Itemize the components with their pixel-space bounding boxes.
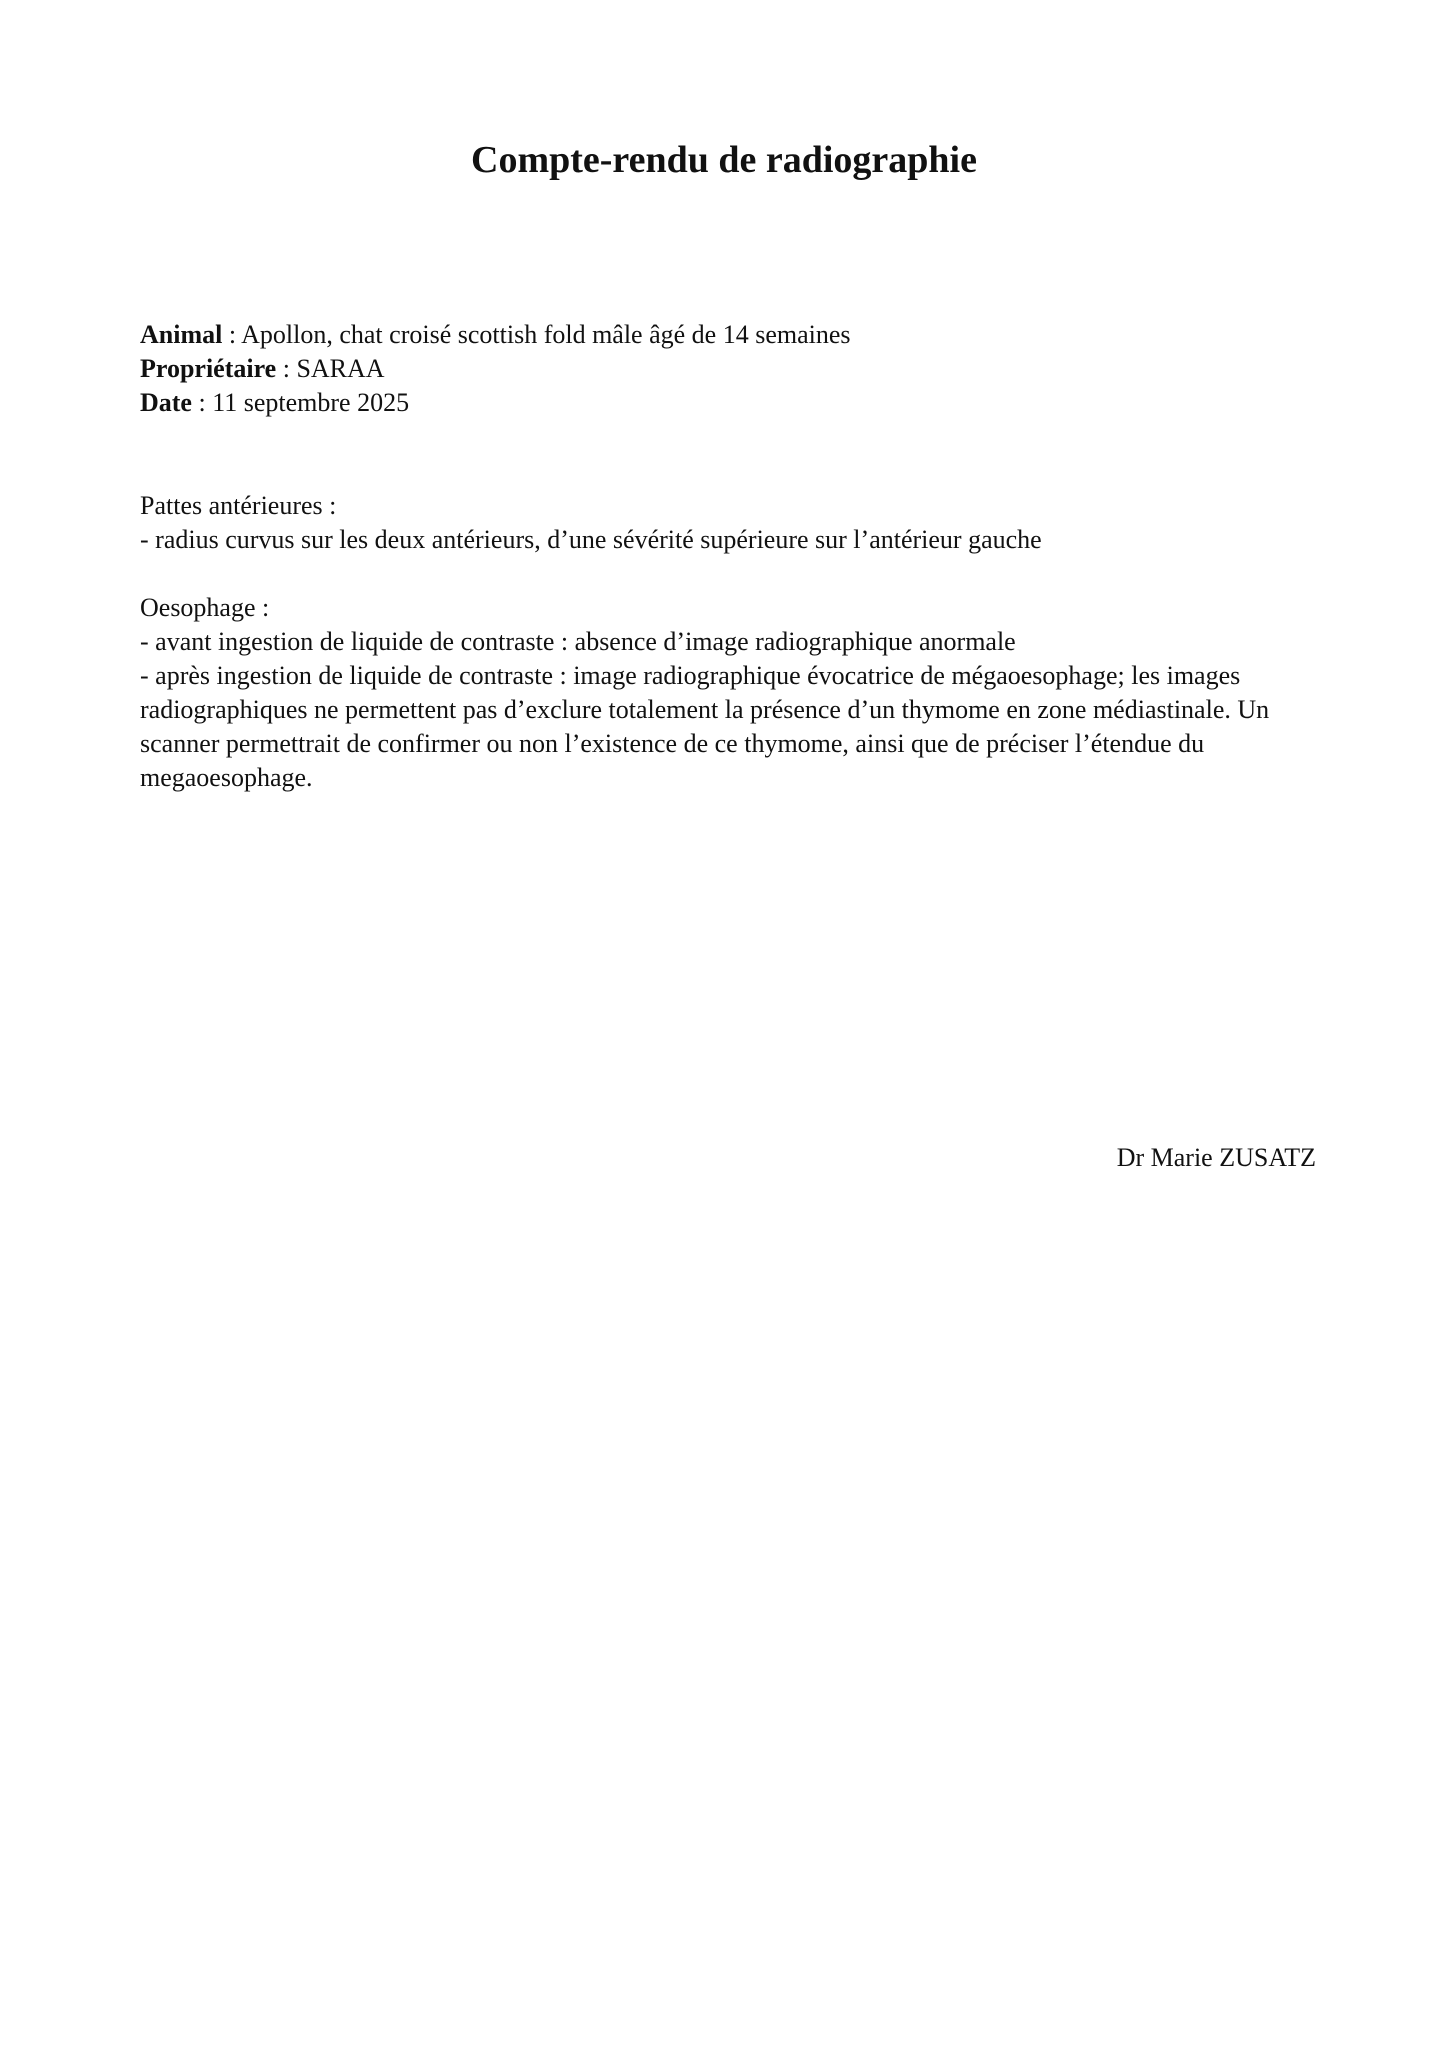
owner-line [140,352,1320,386]
date-line [140,386,1320,420]
date-label: Date [140,388,192,417]
finding-line: - avant ingestion de liquide de contraste : absence d’image radiographique anormale [140,627,1016,656]
signature: Dr Marie ZUSATZ [1116,1143,1316,1172]
animal-value: : Apollon, chat croisé scottish fold mâle âgé de 14 semaines [222,320,851,349]
animal-line [140,318,1320,352]
section-heading: Oesophage : [140,593,270,622]
patient-info-block [140,318,1320,420]
section-oesophage [140,591,1320,795]
owner-value: : SARAA [276,354,385,383]
document-title: Compte-rendu de radiographie [471,139,977,181]
section-pattes-anterieures [140,489,1320,557]
animal-label: Animal [140,320,223,349]
section-heading: Pattes antérieures : [140,491,337,520]
date-value: : 11 septembre 2025 [191,388,410,417]
finding-line: - radius curvus sur les deux antérieurs, d’une sévérité supérieure sur l’antérieur gauche [140,525,1042,554]
owner-label: Propriétaire [140,354,277,383]
finding-line: - après ingestion de liquide de contraste : image radiographique évocatrice de mégaoesophage; les images radiographiques ne permettent pas d’exclure totalement la présence d’un thymome en zone médiastinale. Un scanner permettrait de confirmer ou non l’existence de ce thymome, ainsi que de préciser l’étendue du megaoesophage. [140,661,1270,792]
report-body [140,489,1320,829]
